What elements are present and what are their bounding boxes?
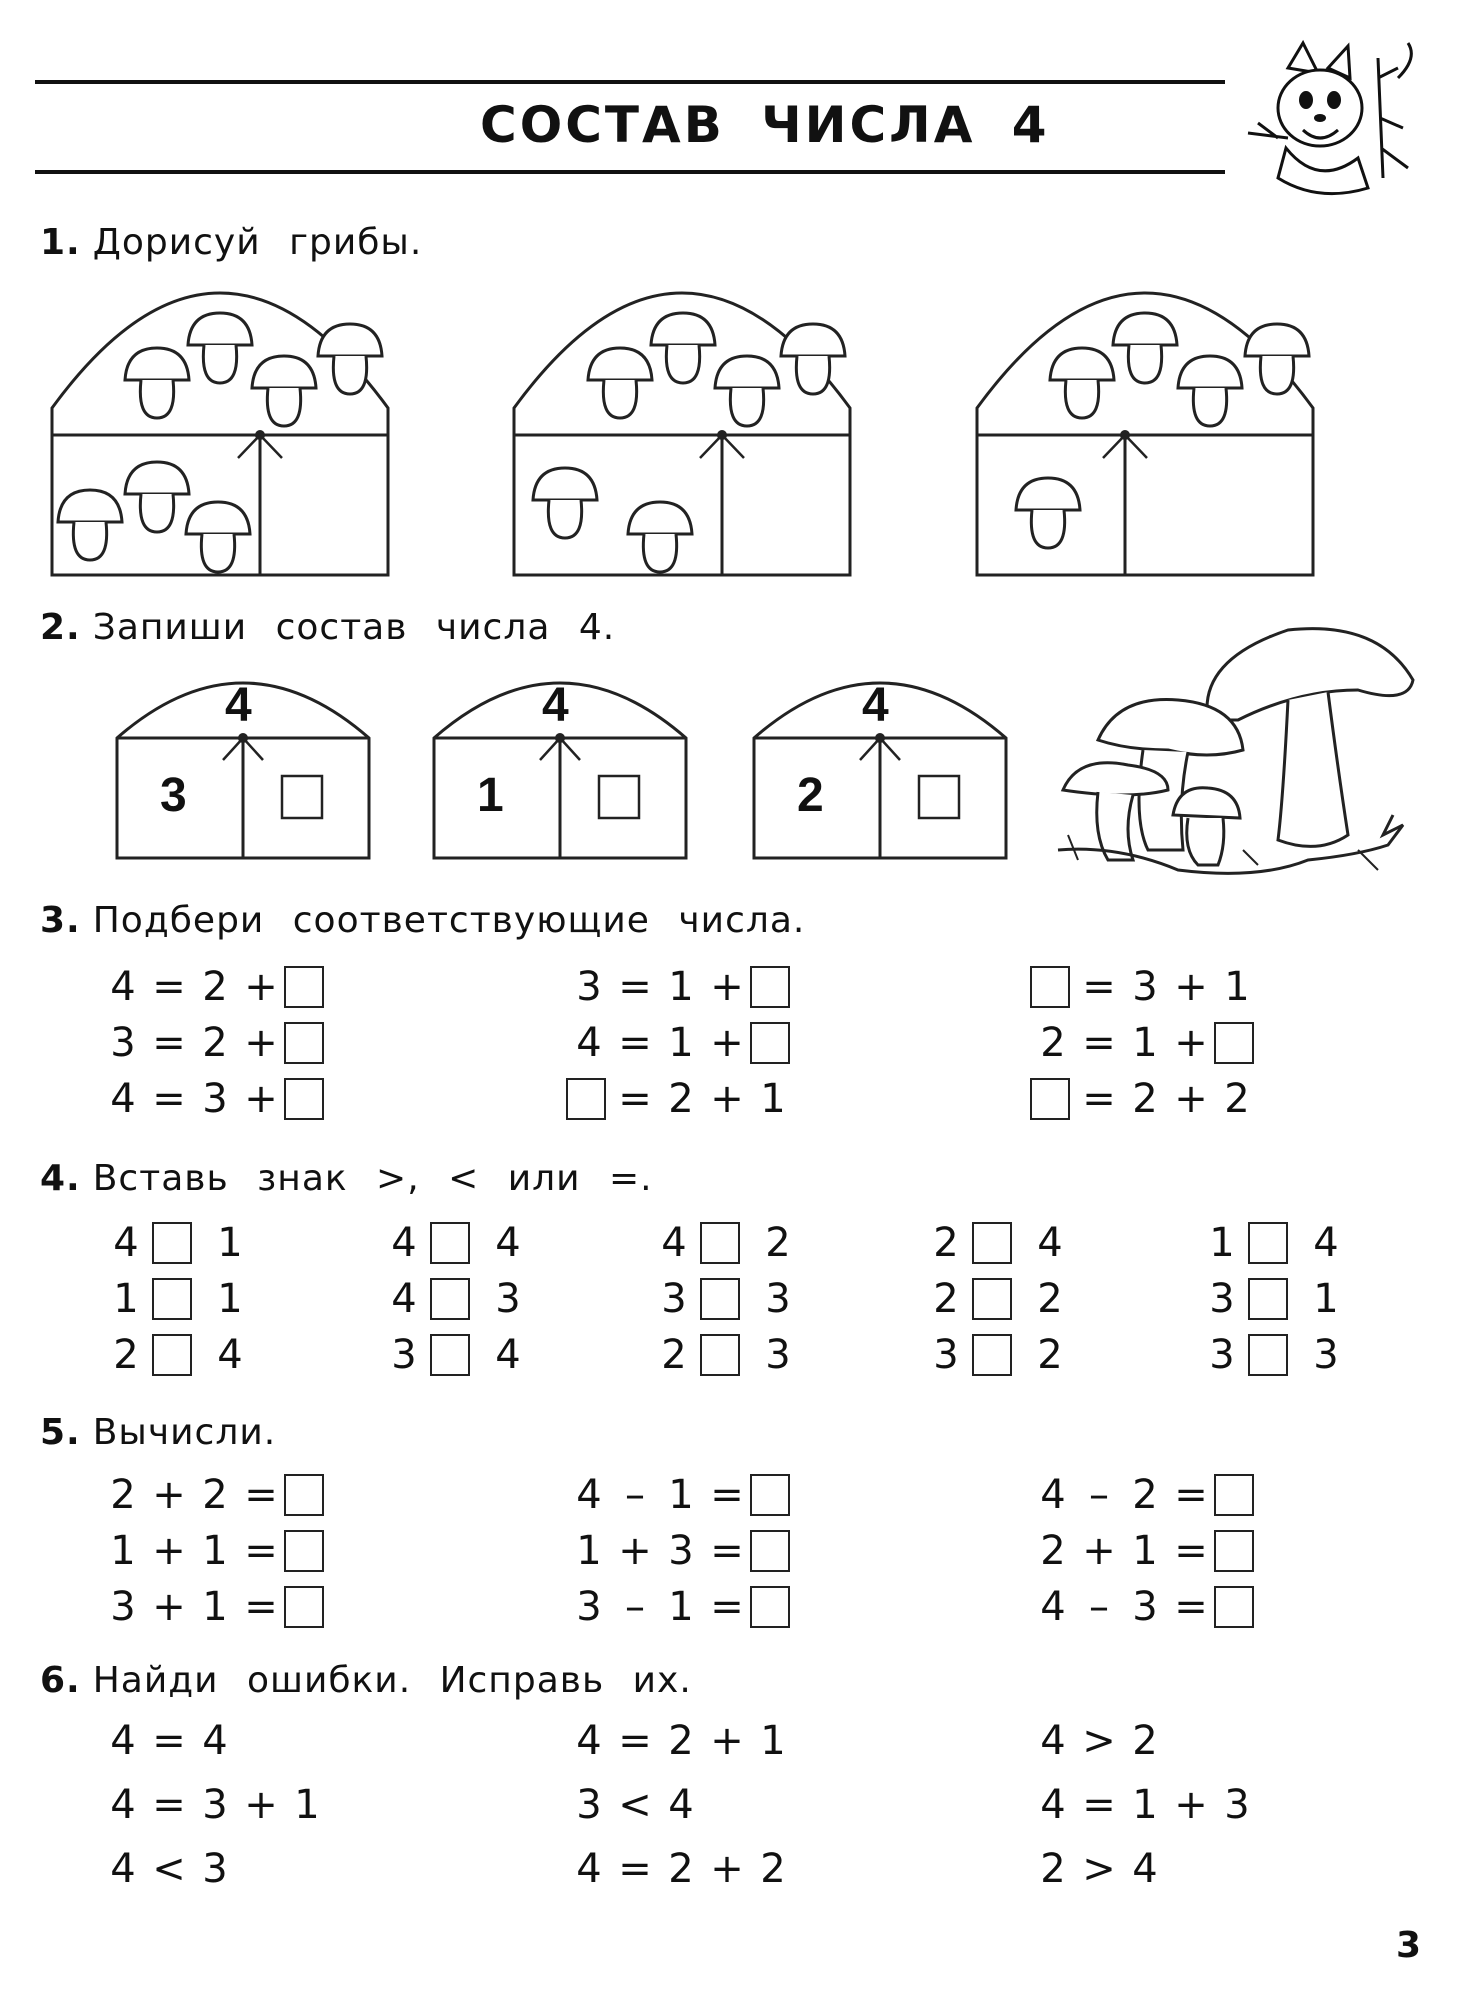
- equation-row: [566, 1018, 796, 1068]
- task-text: Подбери соответствующие числа.: [92, 900, 806, 941]
- number: 4: [576, 1718, 602, 1764]
- number: 4: [576, 1472, 602, 1518]
- answer-box[interactable]: [1214, 1530, 1254, 1572]
- number: 3: [391, 1332, 417, 1378]
- number: 4: [661, 1220, 687, 1266]
- answer-box[interactable]: [566, 1078, 606, 1120]
- equation-row: [566, 1582, 796, 1632]
- number: 4: [110, 1076, 136, 1122]
- answer-box[interactable]: [750, 1530, 790, 1572]
- number: 1: [217, 1220, 243, 1266]
- answer-box[interactable]: [430, 1334, 470, 1376]
- number: 1: [576, 1528, 602, 1574]
- equation-row: [648, 1274, 804, 1324]
- operator: +: [710, 1020, 744, 1066]
- equation-row: [566, 1716, 796, 1766]
- number: 4: [110, 1846, 136, 1892]
- number: 2: [1132, 1718, 1158, 1764]
- operator: +: [1174, 1020, 1208, 1066]
- operator: +: [1174, 1076, 1208, 1122]
- answer-box[interactable]: [972, 1278, 1012, 1320]
- number: 2: [760, 1846, 786, 1892]
- equation-row: [378, 1330, 534, 1380]
- operator: =: [244, 1528, 278, 1574]
- answer-box[interactable]: [1248, 1278, 1288, 1320]
- operator: =: [618, 1846, 652, 1892]
- number-house-1: [115, 668, 371, 860]
- number: 1: [1132, 1528, 1158, 1574]
- number: 4: [1040, 1718, 1066, 1764]
- answer-box[interactable]: [284, 966, 324, 1008]
- answer-box[interactable]: [1248, 1222, 1288, 1264]
- answer-box[interactable]: [284, 1530, 324, 1572]
- task-text: Вычисли.: [92, 1412, 277, 1453]
- number: 2: [110, 1472, 136, 1518]
- number-house-2: [432, 668, 688, 860]
- number: 3: [765, 1276, 791, 1322]
- equation-row: [1030, 1074, 1260, 1124]
- answer-box[interactable]: [284, 1586, 324, 1628]
- answer-box[interactable]: [700, 1278, 740, 1320]
- operator: =: [152, 1718, 186, 1764]
- number: 1: [113, 1276, 139, 1322]
- operator: =: [618, 1718, 652, 1764]
- equation-row: [378, 1218, 534, 1268]
- answer-box[interactable]: [750, 1022, 790, 1064]
- number: 1: [668, 964, 694, 1010]
- equation-row: [1196, 1274, 1352, 1324]
- answer-box[interactable]: [1248, 1334, 1288, 1376]
- operator: =: [1174, 1472, 1208, 1518]
- operator: =: [152, 1076, 186, 1122]
- number: 1: [668, 1020, 694, 1066]
- number: 3: [576, 964, 602, 1010]
- house-top-number: 4: [542, 679, 569, 732]
- operator: =: [710, 1528, 744, 1574]
- equation-row: [100, 1218, 256, 1268]
- number: 4: [1040, 1584, 1066, 1630]
- equation-row: [1030, 962, 1260, 1012]
- number: 3: [1209, 1276, 1235, 1322]
- operator: >: [1082, 1846, 1116, 1892]
- number: 1: [1209, 1220, 1235, 1266]
- mushrooms-illustration: [1058, 620, 1418, 880]
- operator: >: [1082, 1718, 1116, 1764]
- number: 4: [1040, 1472, 1066, 1518]
- operator: –: [1089, 1472, 1109, 1518]
- number: 4: [576, 1846, 602, 1892]
- equation-row: [566, 1844, 796, 1894]
- number: 3: [661, 1276, 687, 1322]
- number: 2: [1132, 1472, 1158, 1518]
- number: 2: [765, 1220, 791, 1266]
- operator: +: [244, 964, 278, 1010]
- operator: =: [1082, 964, 1116, 1010]
- operator: +: [1174, 964, 1208, 1010]
- number: 2: [661, 1332, 687, 1378]
- equation-row: [566, 1526, 796, 1576]
- equation-row: [100, 1074, 330, 1124]
- task-number: 4.: [40, 1158, 81, 1199]
- number: 1: [217, 1276, 243, 1322]
- number: 1: [294, 1782, 320, 1828]
- equation-row: [1030, 1018, 1260, 1068]
- house-left-number: 3: [160, 769, 187, 822]
- equation-row: [100, 1780, 330, 1830]
- equation-row: [566, 1470, 796, 1520]
- operator: =: [152, 1782, 186, 1828]
- number: 3: [933, 1332, 959, 1378]
- answer-box[interactable]: [750, 966, 790, 1008]
- number: 3: [202, 1782, 228, 1828]
- number: 2: [668, 1846, 694, 1892]
- number: 2: [1040, 1846, 1066, 1892]
- answer-box[interactable]: [972, 1334, 1012, 1376]
- task-number: 5.: [40, 1412, 81, 1453]
- operator: =: [152, 1020, 186, 1066]
- number: 3: [765, 1332, 791, 1378]
- number: 4: [495, 1220, 521, 1266]
- operator: =: [618, 964, 652, 1010]
- number: 3: [1224, 1782, 1250, 1828]
- number: 4: [1313, 1220, 1339, 1266]
- operator: +: [1082, 1528, 1116, 1574]
- operator: =: [618, 1076, 652, 1122]
- answer-box[interactable]: [700, 1222, 740, 1264]
- equation-row: [1196, 1330, 1352, 1380]
- operator: <: [152, 1846, 186, 1892]
- equation-row: [920, 1218, 1076, 1268]
- number: 4: [576, 1020, 602, 1066]
- number: 3: [576, 1782, 602, 1828]
- task-3-heading: [40, 900, 805, 941]
- operator: =: [710, 1584, 744, 1630]
- number: 3: [1132, 964, 1158, 1010]
- operator: +: [710, 964, 744, 1010]
- number: 1: [668, 1472, 694, 1518]
- answer-box[interactable]: [284, 1022, 324, 1064]
- number: 1: [1224, 964, 1250, 1010]
- number: 2: [1037, 1276, 1063, 1322]
- number: 3: [495, 1276, 521, 1322]
- number: 1: [1313, 1276, 1339, 1322]
- operator: =: [244, 1472, 278, 1518]
- equation-row: [100, 962, 330, 1012]
- task-number: 1.: [40, 222, 81, 263]
- operator: +: [710, 1076, 744, 1122]
- equation-row: [1030, 1716, 1168, 1766]
- house-left-number: 1: [477, 769, 504, 822]
- equation-row: [920, 1274, 1076, 1324]
- equation-row: [566, 1780, 704, 1830]
- number: 4: [1132, 1846, 1158, 1892]
- operator: =: [152, 964, 186, 1010]
- equation-row: [100, 1526, 330, 1576]
- answer-box[interactable]: [430, 1278, 470, 1320]
- house-top-number: 4: [225, 679, 252, 732]
- number: 1: [668, 1584, 694, 1630]
- page-number: 3: [1395, 1925, 1421, 1966]
- number: 4: [391, 1220, 417, 1266]
- answer-box[interactable]: [700, 1334, 740, 1376]
- operator: +: [244, 1782, 278, 1828]
- task-4-heading: [40, 1158, 653, 1199]
- operator: +: [152, 1472, 186, 1518]
- number: 2: [1040, 1020, 1066, 1066]
- equation-row: [100, 1018, 330, 1068]
- task-6-heading: [40, 1660, 692, 1701]
- number: 2: [933, 1220, 959, 1266]
- operator: –: [625, 1584, 645, 1630]
- answer-box[interactable]: [1214, 1586, 1254, 1628]
- equation-row: [1030, 1780, 1260, 1830]
- equation-row: [1030, 1844, 1168, 1894]
- answer-box[interactable]: [152, 1334, 192, 1376]
- number-house-3: [752, 668, 1008, 860]
- number: 2: [1224, 1076, 1250, 1122]
- number: 4: [391, 1276, 417, 1322]
- answer-box[interactable]: [284, 1078, 324, 1120]
- number: 1: [110, 1528, 136, 1574]
- task-number: 3.: [40, 900, 81, 941]
- answer-box[interactable]: [1214, 1474, 1254, 1516]
- operator: +: [710, 1846, 744, 1892]
- number: 2: [1037, 1332, 1063, 1378]
- number: 2: [933, 1276, 959, 1322]
- number: 4: [1040, 1782, 1066, 1828]
- operator: =: [1082, 1020, 1116, 1066]
- equation-row: [566, 962, 796, 1012]
- equation-row: [100, 1330, 256, 1380]
- operator: –: [625, 1472, 645, 1518]
- number: 3: [202, 1076, 228, 1122]
- number: 1: [760, 1076, 786, 1122]
- operator: +: [152, 1584, 186, 1630]
- number: 2: [1132, 1076, 1158, 1122]
- equation-row: [100, 1470, 330, 1520]
- page-title: СОСТАВ ЧИСЛА 4: [480, 96, 1050, 154]
- answer-box[interactable]: [1030, 966, 1070, 1008]
- operator: =: [1174, 1528, 1208, 1574]
- answer-box[interactable]: [430, 1222, 470, 1264]
- number: 4: [495, 1332, 521, 1378]
- operator: =: [1082, 1782, 1116, 1828]
- operator: +: [152, 1528, 186, 1574]
- equation-row: [920, 1330, 1076, 1380]
- number: 3: [110, 1584, 136, 1630]
- number: 1: [1132, 1020, 1158, 1066]
- equation-row: [100, 1844, 238, 1894]
- equation-row: [648, 1330, 804, 1380]
- operator: =: [244, 1584, 278, 1630]
- number: 3: [668, 1528, 694, 1574]
- task-text: Запиши состав числа 4.: [92, 607, 616, 648]
- equation-row: [1030, 1470, 1260, 1520]
- number: 3: [1132, 1584, 1158, 1630]
- number: 4: [1037, 1220, 1063, 1266]
- number: 1: [760, 1718, 786, 1764]
- equation-row: [100, 1274, 256, 1324]
- answer-box[interactable]: [152, 1222, 192, 1264]
- number: 3: [1209, 1332, 1235, 1378]
- equation-row: [1196, 1218, 1352, 1268]
- answer-box[interactable]: [1030, 1078, 1070, 1120]
- number: 4: [110, 1718, 136, 1764]
- answer-box[interactable]: [284, 1474, 324, 1516]
- house-top-number: 4: [862, 679, 889, 732]
- number: 1: [202, 1528, 228, 1574]
- operator: +: [710, 1718, 744, 1764]
- equation-row: [648, 1218, 804, 1268]
- number: 2: [1040, 1528, 1066, 1574]
- number: 3: [202, 1846, 228, 1892]
- operator: +: [244, 1076, 278, 1122]
- number: 2: [113, 1332, 139, 1378]
- number: 1: [1132, 1782, 1158, 1828]
- task-text: Найди ошибки. Исправь их.: [92, 1660, 692, 1701]
- number: 4: [668, 1782, 694, 1828]
- number: 3: [576, 1584, 602, 1630]
- equation-row: [100, 1582, 330, 1632]
- task-number: 6.: [40, 1660, 81, 1701]
- task-2-heading: [40, 607, 615, 648]
- equation-row: [378, 1274, 534, 1324]
- answer-box[interactable]: [750, 1586, 790, 1628]
- number: 2: [202, 1472, 228, 1518]
- answer-box[interactable]: [1214, 1022, 1254, 1064]
- operator: +: [618, 1528, 652, 1574]
- number: 4: [202, 1718, 228, 1764]
- number: 2: [668, 1718, 694, 1764]
- operator: <: [618, 1782, 652, 1828]
- number: 4: [110, 964, 136, 1010]
- answer-box[interactable]: [750, 1474, 790, 1516]
- task-text: Вставь знак >, < или =.: [92, 1158, 653, 1199]
- operator: –: [1089, 1584, 1109, 1630]
- operator: =: [1174, 1584, 1208, 1630]
- equation-row: [1030, 1526, 1260, 1576]
- house-left-number: 2: [797, 769, 824, 822]
- answer-box[interactable]: [972, 1222, 1012, 1264]
- number: 4: [110, 1782, 136, 1828]
- number: 1: [202, 1584, 228, 1630]
- equation-row: [566, 1074, 796, 1124]
- operator: =: [1082, 1076, 1116, 1122]
- equation-row: [1030, 1582, 1260, 1632]
- equation-row: [100, 1716, 238, 1766]
- operator: +: [244, 1020, 278, 1066]
- number: 4: [113, 1220, 139, 1266]
- mushroom-icons: [0, 0, 1483, 600]
- task-text: Дорисуй грибы.: [92, 222, 423, 263]
- task-5-heading: [40, 1412, 276, 1453]
- number: 3: [110, 1020, 136, 1066]
- number: 3: [1313, 1332, 1339, 1378]
- operator: =: [618, 1020, 652, 1066]
- answer-box[interactable]: [152, 1278, 192, 1320]
- number: 2: [202, 1020, 228, 1066]
- number: 2: [668, 1076, 694, 1122]
- number: 4: [217, 1332, 243, 1378]
- task-number: 2.: [40, 607, 81, 648]
- operator: =: [710, 1472, 744, 1518]
- number: 2: [202, 964, 228, 1010]
- operator: +: [1174, 1782, 1208, 1828]
